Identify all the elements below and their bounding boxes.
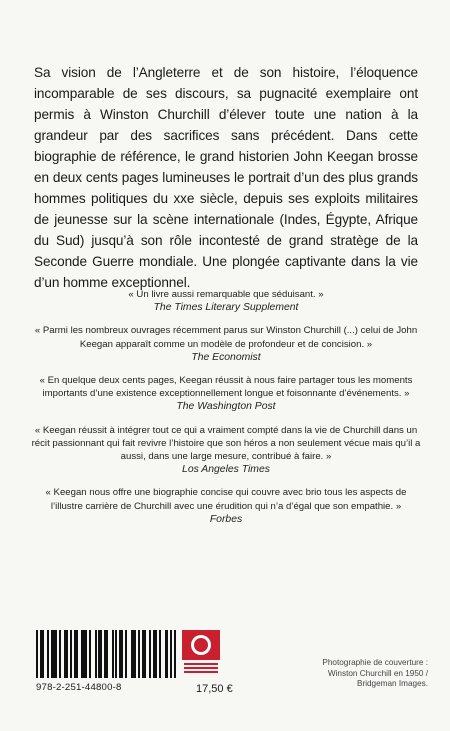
quote-text: « Parmi les nombreux ouvrages récemment parus sur Winston Churchill (...) celui de John Keegan apparaît comme un modèle de profondeur et de concision. »	[34, 325, 418, 350]
quote-source: Forbes	[209, 513, 243, 525]
quote-text: « Un livre aussi remarquable que séduisant. »	[128, 289, 324, 300]
isbn: 978-2-251-44800-8	[36, 682, 122, 693]
quote-source: The Times Literary Supplement	[153, 302, 299, 314]
press-quote	[30, 288, 422, 314]
quote-source: The Washington Post	[176, 401, 276, 413]
quote-source: The Economist	[191, 351, 261, 363]
back-cover-blurb: Sa vision de l’Angleterre et de son histoire, l’éloquence incomparable de ses discours, sa pugnacité exemplaire ont permis à Winston Churchill d’élever toute une nation à la grandeur par des sacrifices sans précédent. Dans cette biographie de référence, le grand historien John Keegan brosse en deux cents pages lumineuses le portrait d’un des plus grands hommes politiques du xxe siècle, depuis ses exploits militaires de jeunesse sur la scène internationale (Indes, Égypte, Afrique du Sud) jusqu’à son rôle incontesté de grand stratège de la Seconde Guerre mondiale. Une plongée captivante dans la vie d’un homme exceptionnel.	[34, 65, 418, 290]
press-quote	[30, 424, 422, 477]
press-quote	[30, 324, 422, 364]
press-quotes	[30, 288, 422, 536]
quote-source: Los Angeles Times	[182, 464, 270, 476]
price: 17,50 €	[196, 683, 233, 695]
quote-text: « En quelque deux cents pages, Keegan réussit à nous faire partager tous les moments importants d’une existence exceptionnellement longue et foisonnante d’événements. »	[39, 375, 413, 400]
quote-text: « Keegan nous offre une biographie concise qui couvre avec brio tous les aspects de l’illustre carrière de Churchill avec une érudition qui n’a d’égal que son empathie. »	[45, 487, 407, 512]
quote-text: « Keegan réussit à intégrer tout ce qui a vraiment compté dans la vie de Churchill dans un récit passionnant qui fait revivre l’histoire que son héros a non seulement vécue mais qu’il a aussi, dans une large mesure, contribué à faire. »	[31, 424, 421, 463]
cover-photo-credit: Photographie de couverture : Winston Churchill en 1950 / Bridgeman Images.	[322, 658, 428, 688]
press-quote	[30, 374, 422, 414]
barcode	[36, 630, 176, 678]
press-quote	[30, 486, 422, 526]
publisher-logo-icon	[182, 630, 220, 678]
